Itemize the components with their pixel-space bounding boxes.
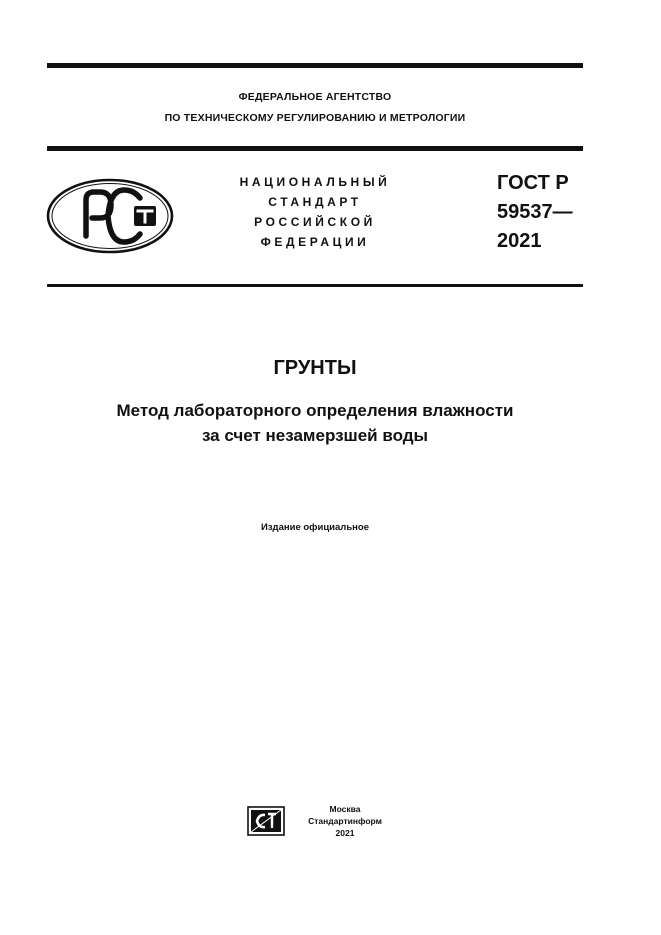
standard-type-line-1: НАЦИОНАЛЬНЫЙ [239, 175, 391, 189]
standard-type [210, 172, 420, 252]
document-title: ГРУНТЫ [273, 357, 357, 379]
agency-line-1: ФЕДЕРАЛЬНОЕ АГЕНТСТВО [238, 91, 392, 103]
agency-line-2: ПО ТЕХНИЧЕСКОМУ РЕГУЛИРОВАНИЮ И МЕТРОЛОГИИ [164, 112, 466, 124]
edition-note: Издание официальное [261, 522, 369, 533]
publisher-year: 2021 [335, 828, 355, 838]
subtitle-line-2: за счет незамерзшей воды [201, 426, 429, 445]
rst-emblem-icon [46, 178, 174, 254]
document-subtitle [47, 398, 583, 448]
standartinform-logo-icon [247, 806, 285, 836]
publisher-city: Москва [329, 804, 361, 814]
standard-type-line-2: СТАНДАРТ [268, 195, 362, 209]
standard-type-line-3: РОССИЙСКОЙ [254, 215, 376, 229]
designation-line-3: 2021 [497, 230, 542, 252]
masthead-bottom-rule [47, 284, 583, 287]
standard-designation [497, 169, 573, 256]
subtitle-line-1: Метод лабораторного определения влажности [116, 401, 514, 420]
standard-type-line-4: ФЕДЕРАЦИИ [260, 235, 370, 249]
top-rule [47, 63, 583, 68]
header-rule [47, 146, 583, 151]
publisher-name: Стандартинформ [308, 816, 382, 826]
designation-line-1: ГОСТ Р [497, 172, 569, 194]
publisher-info [305, 803, 385, 839]
designation-line-2: 59537— [497, 201, 573, 223]
